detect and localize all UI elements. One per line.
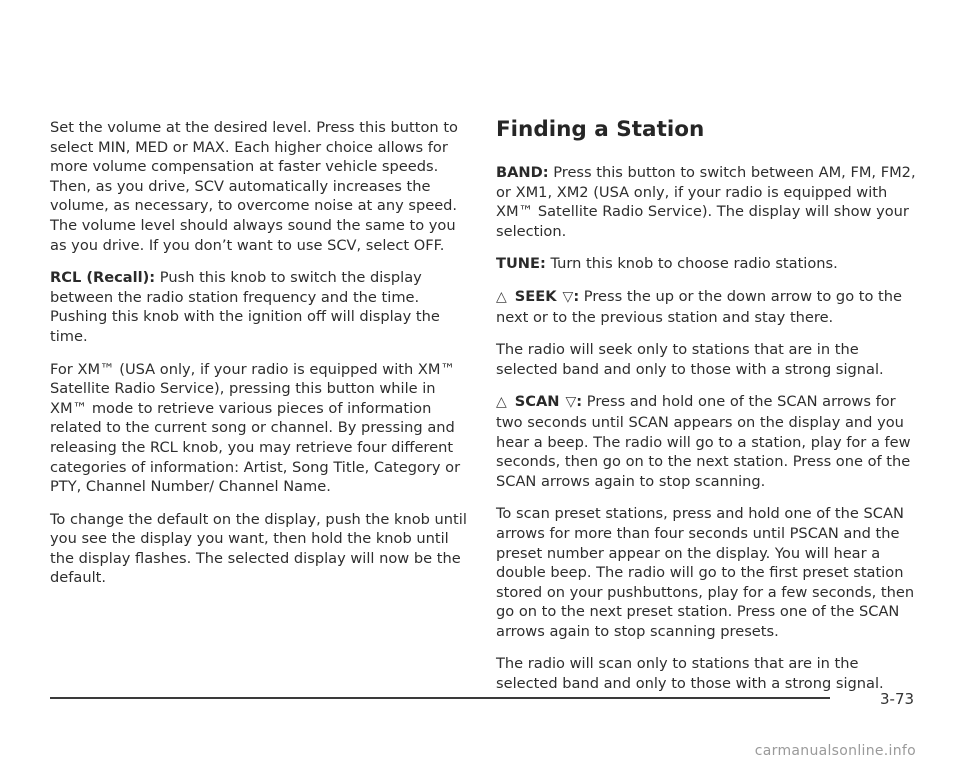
scan-term: SCAN	[514, 393, 560, 411]
scv-description: Set the volume at the desired level. Press this button to select MIN, MED or MAX. Each higher choice allows for more volume compensation at faster vehicle speeds. Then, as you drive, SCV automatically increases the volume, as necessary, to overcome noise at any speed. The volume level should always sound the same to you as you drive. If you don’t want to use SCV, select OFF.	[50, 119, 458, 254]
scan-paragraph	[496, 392, 922, 491]
scan-colon: :	[576, 393, 583, 411]
watermark: carmanualsonline.info	[754, 743, 916, 759]
up-arrow-icon: △	[496, 394, 507, 411]
page-number: 3-73	[880, 690, 915, 708]
seek-colon: :	[573, 287, 580, 305]
tune-term: TUNE:	[496, 255, 546, 273]
section-heading: Finding a Station	[496, 117, 705, 142]
band-text: Press this button to switch between AM, FM, FM2, or XM1, XM2 (USA only, if your radio is equipped with XM™ Satellite Radio Service). The display will show your selection.	[496, 164, 916, 240]
band-term: BAND:	[496, 164, 549, 181]
right-column	[496, 117, 922, 707]
down-arrow-icon: ▽	[562, 288, 574, 305]
tune-text: Turn this knob to choose radio stations.	[545, 255, 838, 273]
seek-paragraph	[496, 287, 922, 327]
rcl-term: RCL (Recall):	[50, 269, 156, 287]
band-paragraph	[496, 163, 922, 241]
tune-paragraph	[496, 254, 922, 274]
scan-text: Press and hold one of the SCAN arrows for two seconds until SCAN appears on the display and you hear a beep. The radio will go to a station, play for a few seconds, then go on to the next station. Press one of the SCAN arrows again to stop scanning.	[496, 393, 911, 490]
down-arrow-icon: ▽	[565, 394, 577, 411]
footer-divider	[50, 697, 830, 699]
left-column	[50, 118, 470, 601]
seek-text: Press the up or the down arrow to go to the next or to the previous station and stay there.	[496, 287, 903, 326]
rcl-paragraph	[50, 268, 470, 346]
seek-note-paragraph: The radio will seek only to stations that are in the selected band and only to those with a strong signal.	[496, 341, 884, 378]
scan-note-paragraph: The radio will scan only to stations that are in the selected band and only to those with a strong signal.	[496, 655, 884, 693]
preset-scan-paragraph: To scan preset stations, press and hold one of the SCAN arrows for more than four seconds until PSCAN and the preset number appear on the display. You will hear a double beep. The radio will go to the first preset station stored on your pushbuttons, play for a few seconds, then go on to the next preset station. Press one of the SCAN arrows again to stop scanning presets.	[496, 505, 915, 640]
xm-rcl-paragraph: For XM™ (USA only, if your radio is equipped with XM™ Satellite Radio Service), pressing this button while in XM™ mode to retrieve various pieces of information related to the current song or channel. By pressing and releasing the RCL knob, you may retrieve four different categories of information: Artist, Song Title, Category or PTY, Channel Number/ Channel Name.	[50, 360, 461, 496]
seek-term: SEEK	[514, 287, 557, 305]
default-display-paragraph: To change the default on the display, push the knob until you see the display you want, then hold the knob until the display flashes. The selected display will now be the default.	[50, 510, 467, 587]
up-arrow-icon: △	[496, 288, 507, 305]
rcl-text: Push this knob to switch the display between the radio station frequency and the time. Pushing this knob with the ignition off will display the time.	[50, 269, 440, 345]
